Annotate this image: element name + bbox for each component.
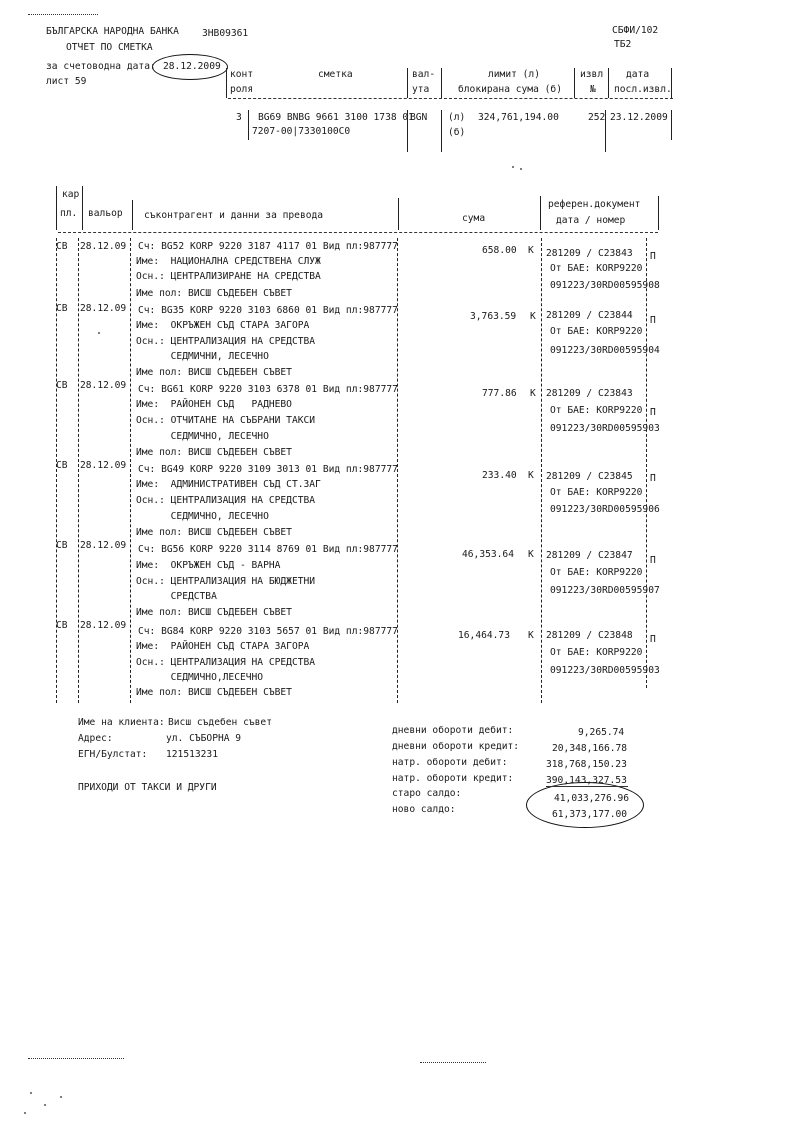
account-sep-4 <box>574 68 575 98</box>
payment-basis-cont: СЕДМИЧНО, ЛЕСЕЧНО <box>136 431 269 442</box>
transaction-flag: П <box>650 473 656 484</box>
transaction-flag: П <box>650 634 656 645</box>
total-label: натр. обороти кредит: <box>392 773 514 784</box>
payment-basis: Осн.: ЦЕНТРАЛИЗАЦИЯ НА СРЕДСТВА <box>136 336 316 347</box>
total-label: дневни обороти кредит: <box>392 741 520 752</box>
debit-credit-side: К <box>530 388 536 399</box>
account-sep-2 <box>407 68 408 98</box>
col-blocked-header: блокирана сума (б) <box>458 84 562 95</box>
col-amount-header: сума <box>462 213 486 224</box>
transaction-amount: 46,353.64 <box>462 549 514 560</box>
reference-doc: 281209 / С23848 <box>546 630 633 641</box>
col-rolya-header: роля <box>230 84 254 95</box>
payment-basis: Осн.: ЦЕНТРАЛИЗАЦИЯ НА БЮДЖЕТНИ <box>136 576 316 587</box>
payer-name: Име пол: ВИСШ СЪДЕБЕН СЪВЕТ <box>136 447 292 458</box>
col-no-header: № <box>590 84 596 95</box>
reference-doc: 281209 / С23845 <box>546 471 633 482</box>
total-value: 390,143,327.53 <box>546 775 627 786</box>
total-value: 318,768,150.23 <box>546 759 627 770</box>
report-title: ОТЧЕТ ПО СМЕТКА <box>66 42 153 53</box>
total-label: старо салдо: <box>392 788 462 799</box>
scan-speck <box>60 1096 62 1098</box>
transactions-header-rule <box>58 232 658 233</box>
transaction-type: СВ <box>56 241 68 252</box>
col-izvl-header: извл <box>580 69 604 80</box>
col-date-header-2: посл.извл. <box>614 84 672 95</box>
body-sep-5 <box>541 238 542 703</box>
hdr-sep-5 <box>540 196 541 230</box>
payer-name: Име пол: ВИСШ СЪДЕБЕН СЪВЕТ <box>136 288 292 299</box>
total-label: дневни обороти дебит: <box>392 725 514 736</box>
payment-basis: Осн.: ОТЧИТАНЕ НА СЪБРАНИ ТАКСИ <box>136 415 316 426</box>
transaction-valor: 28.12.09 <box>80 540 127 551</box>
counterparty-account: Сч: BG61 KORP 9220 3103 6378 01 Вид пл:987777 <box>138 384 398 395</box>
body-sep-6 <box>646 238 647 688</box>
debit-credit-side: К <box>528 245 534 256</box>
account-row-sep-5 <box>671 110 672 140</box>
transaction-flag: П <box>650 407 656 418</box>
payment-basis: Осн.: ЦЕНТРАЛИЗАЦИЯ НА СРЕДСТВА <box>136 657 316 668</box>
reference-number: 091223/30RD00595904 <box>550 345 660 356</box>
client-address: ул. СЪБОРНА 9 <box>166 733 242 744</box>
col-date-header-1: дата <box>626 69 650 80</box>
payer-name: Име пол: ВИСШ СЪДЕБЕН СЪВЕТ <box>136 527 292 538</box>
hdr-sep-2 <box>82 186 83 230</box>
total-label: натр. обороти дебит: <box>392 757 508 768</box>
bank-name: БЪЛГАРСКА НАРОДНА БАНКА <box>46 26 179 37</box>
transaction-type: СВ <box>56 380 68 391</box>
col-limit-header: лимит (л) <box>488 69 540 80</box>
total-value: 41,033,276.96 <box>554 793 630 804</box>
blocked-marker: (б) <box>448 127 466 138</box>
counterparty-name: Име: АДМИНИСТРАТИВЕН СЪД СТ.ЗАГ <box>136 479 321 490</box>
debit-credit-side: К <box>530 311 536 322</box>
account-sep-1 <box>226 68 227 98</box>
account-sub: 7207-00|7330100C0 <box>252 126 351 137</box>
date-label: за счетоводна дата: <box>46 61 156 72</box>
date-circle-mark <box>152 54 228 80</box>
reference-bae: От БАЕ: КОRР9220 <box>550 326 643 337</box>
counterparty-account: Сч: BG52 KORP 9220 3187 4117 01 Вид пл:987777 <box>138 241 398 252</box>
col-kont-header: конт <box>230 69 254 80</box>
hdr-sep-6 <box>658 196 659 230</box>
col-kar-header: кар <box>62 189 80 200</box>
transaction-amount: 777.86 <box>482 388 517 399</box>
scan-speck <box>24 1112 26 1114</box>
transaction-amount: 658.00 <box>482 245 517 256</box>
client-name-label: Име на клиента: <box>78 717 165 728</box>
counterparty-name: Име: ОКРЪЖЕН СЪД - ВАРНА <box>136 560 281 571</box>
counterparty-account: Сч: BG49 KORP 9220 3109 3013 01 Вид пл:987777 <box>138 464 398 475</box>
total-label: ново салдо: <box>392 804 456 815</box>
total-underline <box>546 786 628 787</box>
account-row-sep-2 <box>407 110 408 152</box>
total-value: 61,373,177.00 <box>552 809 628 820</box>
reference-doc: 281209 / С23843 <box>546 248 633 259</box>
reference-number: 091223/30RD00595907 <box>550 585 660 596</box>
total-value: 9,265.74 <box>578 727 625 738</box>
reference-doc: 281209 / С23847 <box>546 550 633 561</box>
counterparty-name: Име: РАЙОНЕН СЪД РАДНЕВО <box>136 399 292 410</box>
payment-basis-cont: СРЕДСТВА <box>136 591 217 602</box>
transaction-valor: 28.12.09 <box>80 620 127 631</box>
account-iban: BG69 BNBG 9661 3100 1738 01 <box>258 112 414 123</box>
debit-credit-side: К <box>528 549 534 560</box>
reference-bae: От БАЕ: КОRР9220 <box>550 405 643 416</box>
last-statement-date: 23.12.2009 <box>610 112 668 123</box>
client-address-label: Адрес: <box>78 733 113 744</box>
document-number: 3НВ09361 <box>202 28 249 39</box>
account-sep-5 <box>608 68 609 98</box>
col-valuta-header-2: ута <box>412 84 430 95</box>
col-valor-header: вальор <box>88 208 123 219</box>
transaction-flag: П <box>650 315 656 326</box>
scan-speck <box>30 1092 32 1094</box>
col-pl-header: пл. <box>60 208 78 219</box>
counterparty-name: Име: ОКРЪЖЕН СЪД СТАРА ЗАГОРА <box>136 320 310 331</box>
payer-name: Име пол: ВИСШ СЪДЕБЕН СЪВЕТ <box>136 367 292 378</box>
payment-basis-cont: СЕДМИЧНО, ЛЕСЕЧНО <box>136 511 269 522</box>
limit-marker: (л) <box>448 112 466 123</box>
col-valuta-header-1: вал- <box>412 69 436 80</box>
body-sep-3 <box>130 238 131 703</box>
reference-number: 091223/30RD00595908 <box>550 280 660 291</box>
payment-basis-cont: СЕДМИЧНО,ЛЕСЕЧНО <box>136 672 264 683</box>
reference-bae: От БАЕ: КОRР9220 <box>550 487 643 498</box>
transaction-flag: П <box>650 555 656 566</box>
transaction-type: СВ <box>56 303 68 314</box>
account-sep-3 <box>441 68 442 98</box>
scan-speck <box>44 1104 46 1106</box>
scan-bottom-dots-2 <box>420 1062 486 1063</box>
client-egn-label: ЕГН/Булстат: <box>78 749 148 760</box>
account-row-sep-3 <box>441 110 442 152</box>
transaction-valor: 28.12.09 <box>80 303 127 314</box>
counterparty-account: Сч: BG84 KORP 9220 3103 5657 01 Вид пл:987777 <box>138 626 398 637</box>
payment-basis: Осн.: ЦЕНТРАЛИЗИРАНЕ НА СРЕДСТВА <box>136 271 321 282</box>
form-subcode: ТБ2 <box>614 39 632 50</box>
col-smetka-header: сметка <box>318 69 353 80</box>
sheet-number: лист 59 <box>46 76 87 87</box>
body-sep-2 <box>78 238 79 703</box>
transaction-type: СВ <box>56 620 68 631</box>
client-egn: 121513231 <box>166 749 218 760</box>
transaction-valor: 28.12.09 <box>80 380 127 391</box>
transaction-amount: 233.40 <box>482 470 517 481</box>
reference-number: 091223/30RD00595903 <box>550 423 660 434</box>
account-header-rule <box>228 98 673 99</box>
col-counterparty-header: съконтрагент и данни за превода <box>144 210 324 221</box>
account-role: 3 <box>236 112 242 123</box>
account-row-sep-4 <box>605 110 606 152</box>
account-row-sep-1 <box>248 110 249 140</box>
transaction-flag: П <box>650 251 656 262</box>
hdr-sep-1 <box>56 186 57 230</box>
scan-speck <box>512 166 514 168</box>
transaction-type: СВ <box>56 460 68 471</box>
debit-credit-side: К <box>528 470 534 481</box>
reference-number: 091223/30RD00595903 <box>550 665 660 676</box>
payment-basis: Осн.: ЦЕНТРАЛИЗАЦИЯ НА СРЕДСТВА <box>136 495 316 506</box>
account-sep-6 <box>671 68 672 98</box>
total-value: 20,348,166.78 <box>552 743 628 754</box>
income-note: ПРИХОДИ ОТ ТАКСИ И ДРУГИ <box>78 782 217 793</box>
body-sep-4 <box>397 238 398 703</box>
transaction-valor: 28.12.09 <box>80 460 127 471</box>
payment-basis-cont: СЕДМИЧНИ, ЛЕСЕЧНО <box>136 351 269 362</box>
account-amount: 324,761,194.00 <box>478 112 559 123</box>
payer-name: Име пол: ВИСШ СЪДЕБЕН СЪВЕТ <box>136 607 292 618</box>
debit-credit-side: К <box>528 630 534 641</box>
transaction-amount: 16,464.73 <box>458 630 510 641</box>
statement-number: 252 <box>588 112 606 123</box>
col-ref-header-1: референ.документ <box>548 199 641 210</box>
accounting-date: 28.12.2009 <box>163 61 221 72</box>
reference-bae: От БАЕ: КОRР9220 <box>550 567 643 578</box>
counterparty-account: Сч: BG56 KORP 9220 3114 8769 01 Вид пл:987777 <box>138 544 398 555</box>
balance-circle-mark <box>526 782 644 828</box>
counterparty-name: Име: РАЙОНЕН СЪД СТАРА ЗАГОРА <box>136 641 310 652</box>
reference-doc: 281209 / С23844 <box>546 310 633 321</box>
account-currency: BGN <box>410 112 428 123</box>
transaction-type: СВ <box>56 540 68 551</box>
scan-speck <box>520 168 522 170</box>
reference-bae: От БАЕ: КОRР9220 <box>550 647 643 658</box>
hdr-sep-3 <box>132 200 133 230</box>
counterparty-account: Сч: BG35 KORP 9220 3103 6860 01 Вид пл:987777 <box>138 305 398 316</box>
transaction-amount: 3,763.59 <box>470 311 517 322</box>
counterparty-name: Име: НАЦИОНАЛНА СРЕДСТВЕНА СЛУЖ <box>136 256 321 267</box>
reference-number: 091223/30RD00595906 <box>550 504 660 515</box>
transaction-valor: 28.12.09 <box>80 241 127 252</box>
scan-bottom-dots <box>28 1058 124 1059</box>
reference-doc: 281209 / С23843 <box>546 388 633 399</box>
payer-name: Име пол: ВИСШ СЪДЕБЕН СЪВЕТ <box>136 687 292 698</box>
hdr-sep-4 <box>398 198 399 230</box>
body-sep-1 <box>56 238 57 703</box>
client-name: Висш съдебен съвет <box>168 717 272 728</box>
scan-speck <box>98 332 100 334</box>
col-ref-header-2: дата / номер <box>556 215 626 226</box>
scan-top-dots <box>28 14 98 15</box>
form-code: СБФИ/102 <box>612 25 659 36</box>
reference-bae: От БАЕ: КОRР9220 <box>550 263 643 274</box>
